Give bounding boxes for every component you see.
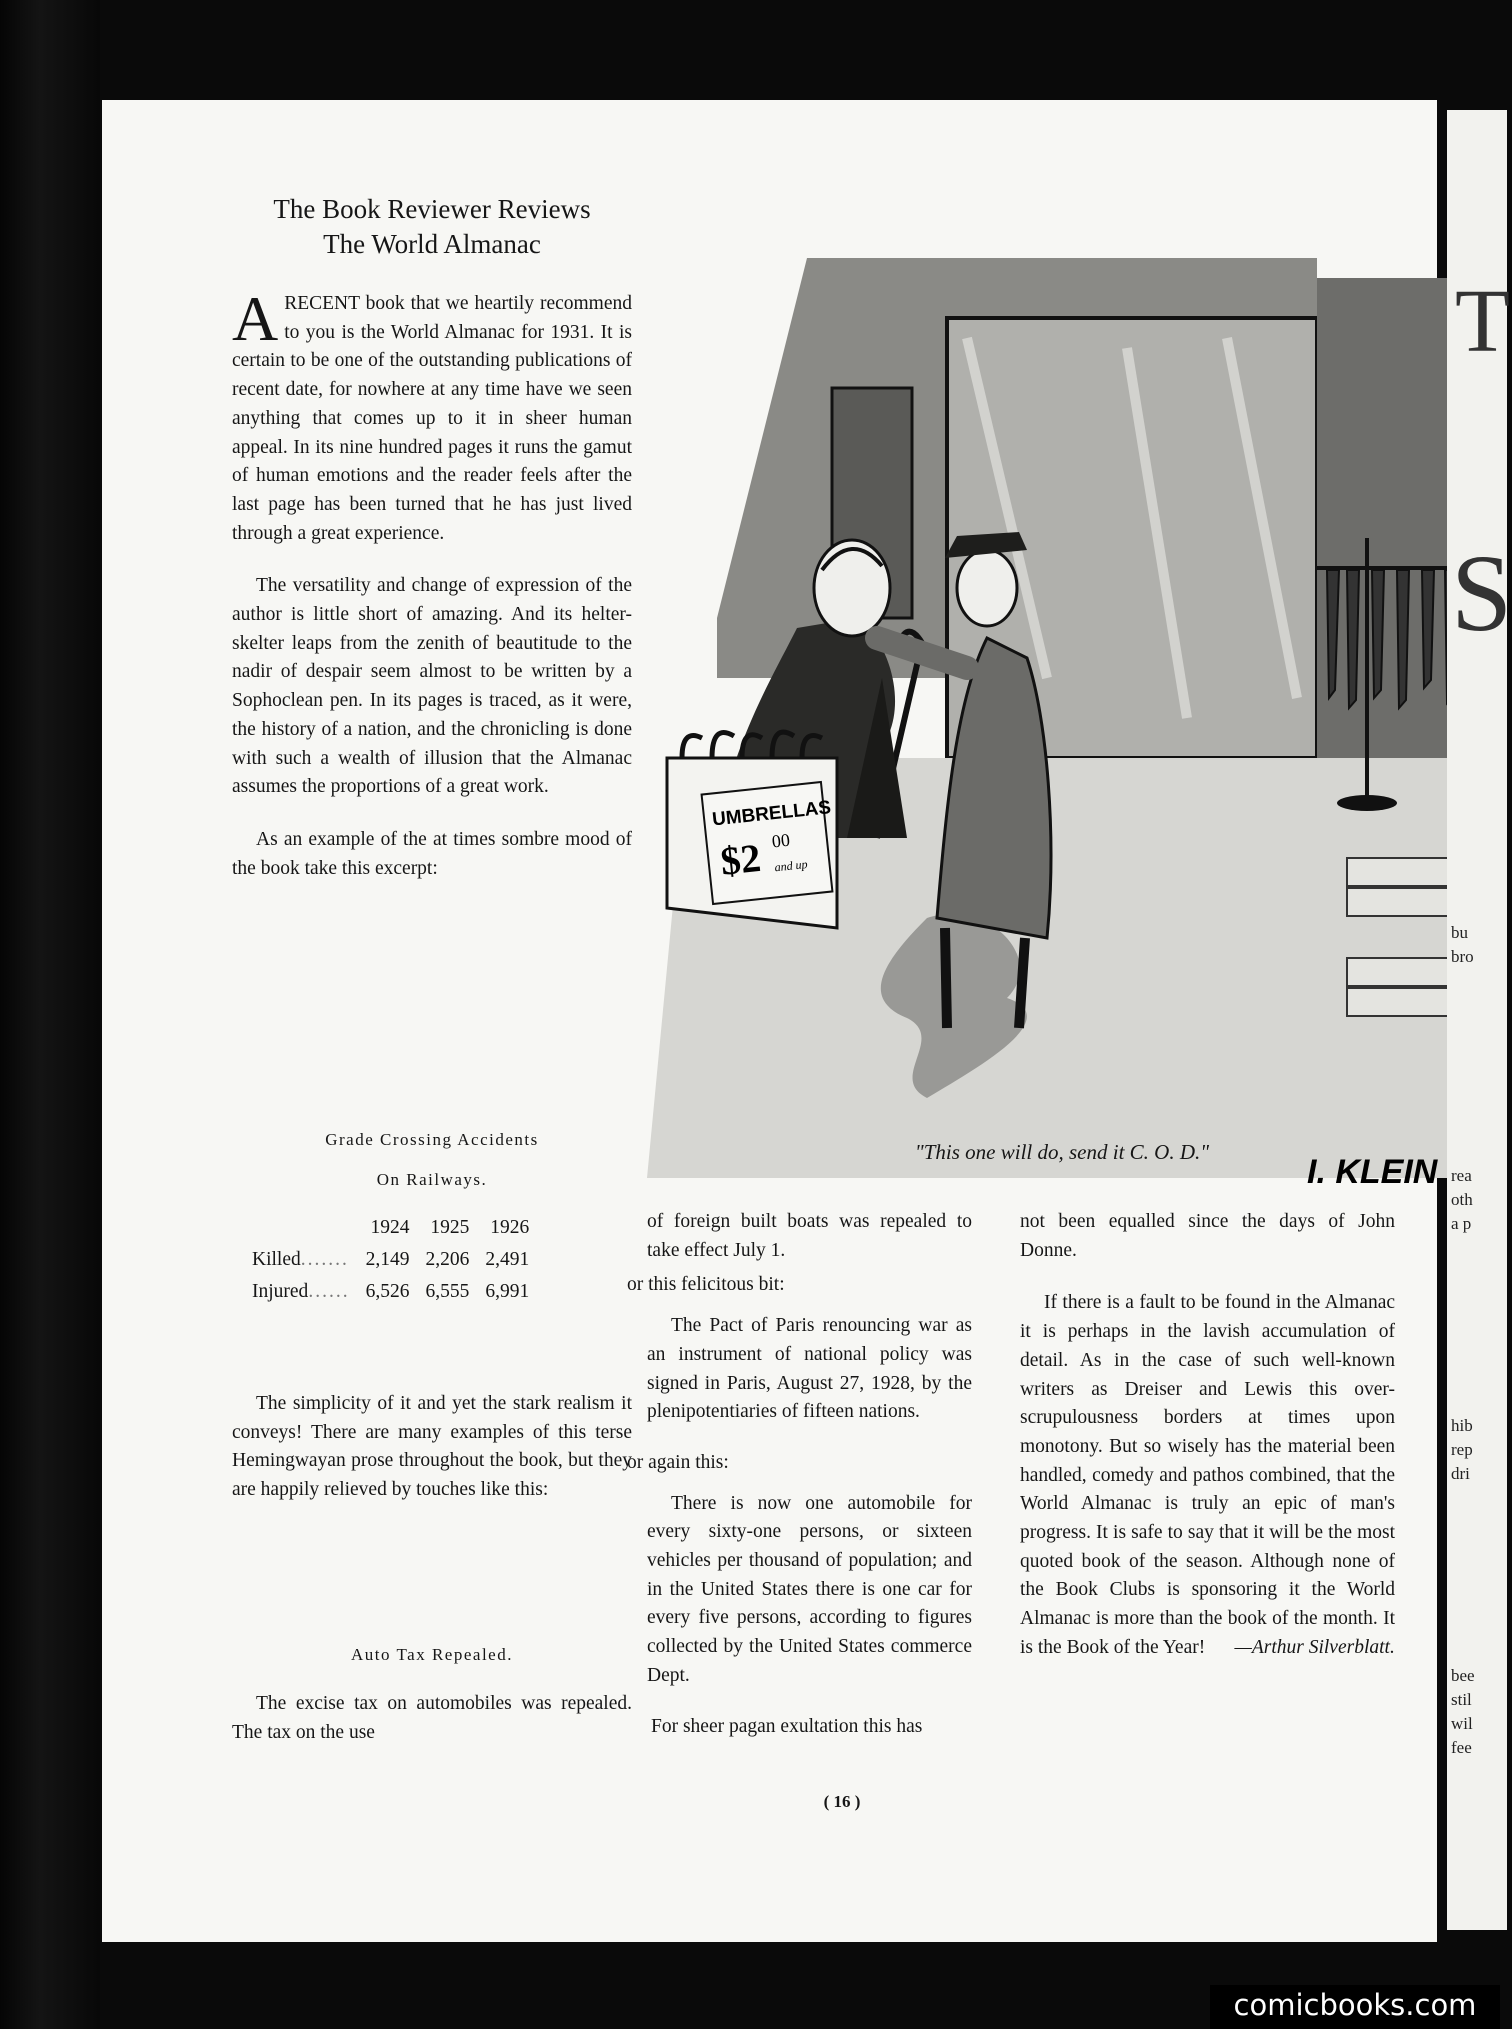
year-cell: 1924 (370, 1217, 410, 1238)
fragment: stil (1451, 1690, 1472, 1709)
paragraph-2: The versatility and change of expression of the author is little short of amazing. And its helter-skelter leaps from the zenith of beautitude to the nadir of despair seem almost to be written by a Sophoclean pen. In its pages is traced, as it were, the history of a nation, and the chronicling is done with such a wealth of illusion that the Almanac assumes the proportions of a great work. (232, 575, 632, 798)
table-cell: 6,526 (365, 1281, 410, 1302)
signature: —Arthur Silverblatt. (1234, 1636, 1395, 1658)
artist-signature: I. KLEIN (1307, 1153, 1438, 1191)
fragment: oth (1451, 1190, 1473, 1209)
scan-border (0, 0, 100, 2029)
fragment: rea (1451, 1166, 1472, 1185)
cartoon-illustration (627, 198, 1507, 1191)
column-2 (627, 1208, 972, 1765)
col3-continuation: not been equalled since the days of John Donne. (1020, 1211, 1395, 1261)
sign-umbrellas: UMBRELLAS (711, 797, 833, 831)
table-cell: 2,149 (365, 1249, 410, 1270)
paragraph-4: The simplicity of it and yet the stark realism it conveys! There are many examples of this terse Hemingwayan prose throughout the book, but they are happily relieved by touches like this: (232, 1393, 632, 1501)
drop-cap: A (232, 283, 279, 354)
table-cell: 6,555 (425, 1281, 470, 1302)
cartoon-caption: "This one will do, send it C. O. D." (914, 1140, 1210, 1164)
fragment: bro (1451, 947, 1474, 966)
magazine-page (102, 100, 1437, 1942)
table-title-2: On Railways. (376, 1170, 488, 1189)
fragment: hib (1451, 1416, 1473, 1435)
sign-cents: 00 (770, 829, 791, 852)
paragraph-1: ARECENT book that we heartily recommend to you is the World Almanac for 1931. It is certain to be one of the outstanding publications of recent date, for nowhere at any time have we seen anything that comes up to it in sheer human appeal. In its nine hundred pages it runs the gamut of human emotions and the reader feels after the last page has been turned that he has just lived through a great experience. (232, 283, 632, 544)
row-label: Killed....... (252, 1249, 349, 1270)
title-line-1: The Book Reviewer Reviews (273, 194, 591, 224)
column-1-bottom (232, 1390, 632, 1529)
fragment: a p (1451, 1214, 1472, 1233)
adjacent-page-letter: S (1451, 532, 1512, 654)
table-header-row (252, 1212, 537, 1244)
col2-or-1: or this felicitous bit: (627, 1274, 785, 1296)
table-row (252, 1244, 537, 1276)
col3-paragraph: If there is a fault to be found in the Almanac it is perhaps in the lavish accumulation of detail. As in the case of such well-known writers as Dreiser and Lewis this over-scrupulousness borders at times upon monotony. But so wisely has the material been handled, comedy and pathos combined, that the World Almanac is truly an epic of man's progress. It is safe to say that it will be the most quoted book of the season. Although none of the Book Clubs is sponsoring it the World Almanac is more than the book of the month. It is the Book of the Year! —Arthur Silverblatt. (1020, 1292, 1395, 1658)
year-cell: 1925 (430, 1217, 470, 1238)
watermark-logo[interactable]: comicbooks.com (1210, 1985, 1500, 2029)
column-3 (1020, 1208, 1395, 1663)
table-row (252, 1276, 537, 1308)
column-1-top (232, 283, 632, 907)
fragment: bee (1451, 1666, 1475, 1685)
article-title (232, 192, 632, 262)
sign-suffix: and up (773, 856, 809, 875)
column-1-end (232, 1690, 632, 1771)
col2-continuation: of foreign built boats was repealed to take effect July 1. (647, 1211, 972, 1261)
row-label: Injured...... (252, 1281, 350, 1302)
col2-last-line: For sheer pagan exultation this has (651, 1715, 923, 1737)
paragraph-5: The excise tax on automobiles was repealed. The tax on the use (232, 1693, 632, 1743)
fragment: dri (1451, 1464, 1470, 1483)
year-cell: 1926 (490, 1217, 530, 1238)
quote-automobiles: There is now one automobile for every sixty-one persons, or sixteen vehicles per thousand of population; and in the United States there is one car for every five persons, according to figures collected by the United States commerce Dept. (647, 1492, 972, 1686)
fragment: wil (1451, 1714, 1473, 1733)
table-cell: 2,206 (425, 1249, 470, 1270)
adjacent-page-edge (1447, 110, 1512, 1930)
auto-tax-title: Auto Tax Repealed. (351, 1645, 513, 1664)
table-title-1: Grade Crossing Accidents (325, 1130, 539, 1149)
table-cell: 6,991 (485, 1281, 530, 1302)
accident-table (252, 1212, 537, 1308)
fragment: rep (1451, 1440, 1473, 1459)
fragment: bu (1451, 923, 1468, 942)
table-cell: 2,491 (485, 1249, 530, 1270)
sign-price: $2 (718, 834, 763, 884)
paragraph-3: As an example of the at times sombre mood of the book take this excerpt: (232, 828, 632, 879)
quote-pact-of-paris: The Pact of Paris renouncing war as an instrument of national policy was signed in Paris, August 27, 1928, by the plenipotentiaries of fifteen nations. (647, 1315, 972, 1423)
page-number: ( 16 ) (823, 1792, 861, 1811)
fragment: fee (1451, 1738, 1472, 1757)
col2-or-2: or again this: (627, 1451, 729, 1473)
adjacent-page-letter: T (1455, 272, 1510, 371)
title-line-2: The World Almanac (323, 229, 541, 259)
